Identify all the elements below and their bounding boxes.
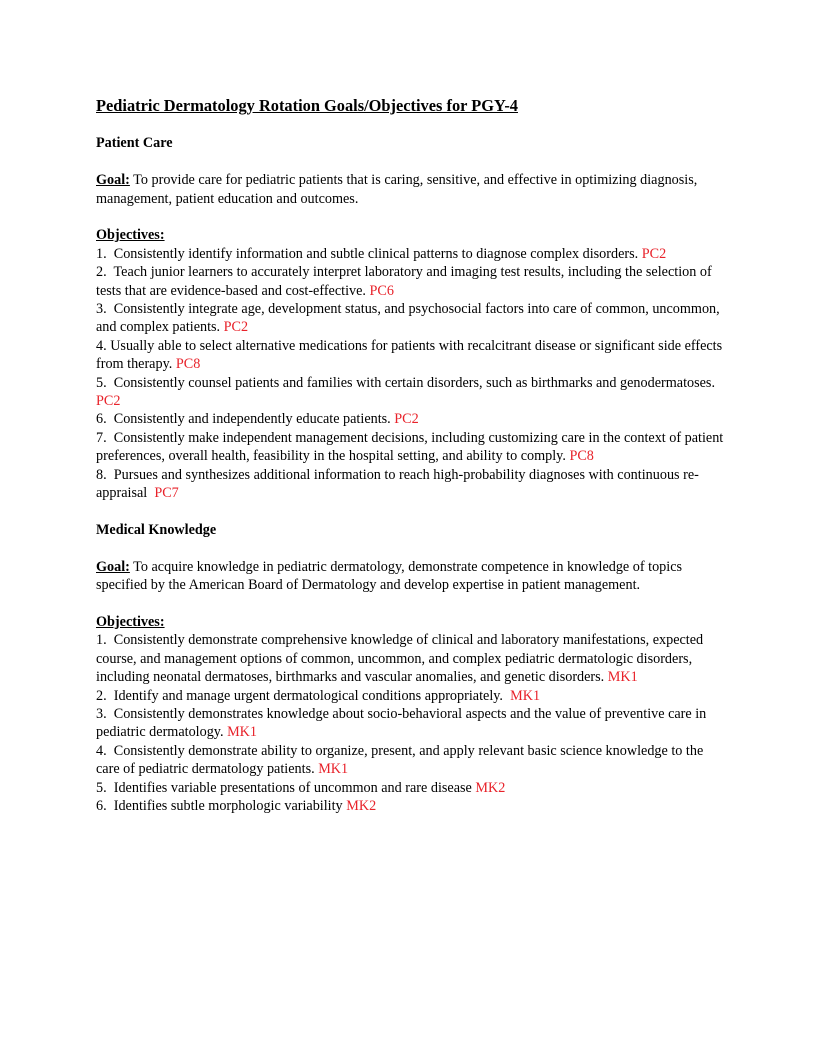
spacer [96,153,726,171]
goal-text: To provide care for pediatric patients that is caring, sensitive, and effective in optimizing diagnosis, management, patient education and outcomes. [96,172,698,207]
goal-text: To acquire knowledge in pediatric dermatology, demonstrate competence in knowledge of topics specified by the American Board of Dermatology and develop expertise in patient management. [96,558,683,594]
objectives-label: Objectives: [96,613,165,630]
objective-number: 1. [96,632,107,649]
competency-code: MK1 [607,669,638,686]
competency-code: MK1 [510,687,541,704]
objective-text: Consistently integrate age, development status, and psychosocial factors into care of common, uncommon, and complex patients. [96,301,720,336]
objective-number: 3. [96,301,107,318]
competency-code: PC2 [394,411,419,428]
objective-number: 5. [96,779,107,796]
objectives-label: Objectives: [96,227,165,244]
objective-item [96,797,726,815]
document-page [96,96,726,815]
objective-item [96,779,726,797]
competency-code: MK1 [318,761,349,778]
section-heading-patient-care: Patient Care [96,135,173,152]
goal-label: Goal: [96,172,130,189]
objective-text: Consistently and independently educate patients. [113,411,391,428]
objectives-list-patient-care [96,245,726,503]
spacer [96,594,726,612]
competency-code: PC8 [569,448,594,465]
objective-number: 8. [96,466,107,483]
objective-text: Teach junior learners to accurately interpret laboratory and imaging test results, including the selection of tests that are evidence-based and cost-effective. [96,264,712,299]
objective-number: 5. [96,374,107,391]
objective-item [96,263,726,300]
goal-paragraph [96,171,726,208]
objective-number: 4. [96,742,107,759]
objective-text: Usually able to select alternative medications for patients with recalcitrant disease or significant side effects from therapy. [96,337,723,373]
objective-text: Consistently demonstrate comprehensive knowledge of clinical and laboratory manifestations, expected course, and management options of common, uncommon, and complex pediatric dermatologic disorders, including neonatal dermatoses, birthmarks and vascular anomalies, and genetic disorders. [96,632,704,686]
medical-knowledge-section [96,521,726,815]
objective-number: 7. [96,429,107,446]
objective-item [96,742,726,779]
objective-number: 4. [96,337,107,354]
objective-text: Identifies subtle morphologic variability [113,797,343,814]
objective-item [96,687,726,705]
objective-number: 6. [96,797,107,814]
competency-code: PC6 [369,282,394,299]
objective-text: Consistently demonstrate ability to organize, present, and apply relevant basic science knowledge to the care of pediatric dermatology patients. [96,742,704,778]
objective-text: Consistently identify information and subtle clinical patterns to diagnose complex disorders. [113,245,639,262]
objective-item [96,410,726,428]
objective-text: Consistently make independent management decisions, including customizing care in the context of patient preferences, overall health, feasibility in the hospital setting, and ability to comply. [96,429,724,465]
objective-item [96,245,726,263]
document-title: Pediatric Dermatology Rotation Goals/Objectives for PGY-4 [96,96,518,115]
objective-number: 3. [96,705,107,722]
objective-text: Consistently counsel patients and families with certain disorders, such as birthmarks and genodermatoses. [113,374,715,391]
spacer [96,502,726,520]
competency-code: PC2 [641,245,667,262]
objective-text: Identify and manage urgent dermatological conditions appropriately. [113,687,503,704]
section-heading-medical-knowledge: Medical Knowledge [96,521,217,538]
competency-code: PC7 [154,485,179,502]
objective-number: 1. [96,245,107,262]
competency-code: PC2 [223,319,249,336]
objective-number: 2. [96,687,107,704]
objective-item [96,374,726,411]
objective-number: 2. [96,264,107,281]
competency-code: MK2 [346,797,377,814]
goal-paragraph [96,558,726,595]
objective-text: Consistently demonstrates knowledge about socio-behavioral aspects and the value of preventive care in pediatric dermatology. [96,705,707,741]
objectives-list-medical-knowledge [96,631,726,815]
competency-code: MK2 [475,779,506,796]
spacer [96,116,726,134]
competency-code: PC8 [175,356,201,373]
spacer [96,539,726,557]
objective-item [96,631,726,686]
objective-number: 6. [96,411,107,428]
competency-code: MK1 [227,724,258,741]
patient-care-section [96,134,726,502]
objective-item [96,429,726,466]
spacer [96,208,726,226]
goal-label: Goal: [96,558,130,575]
competency-code: PC2 [96,393,121,410]
objective-text: Identifies variable presentations of uncommon and rare disease [113,779,472,796]
objective-text: Pursues and synthesizes additional information to reach high-probability diagnoses with continuous re-appraisal [96,466,699,502]
objective-item [96,466,726,503]
objective-item [96,705,726,742]
objective-item [96,300,726,337]
objective-item [96,337,726,374]
